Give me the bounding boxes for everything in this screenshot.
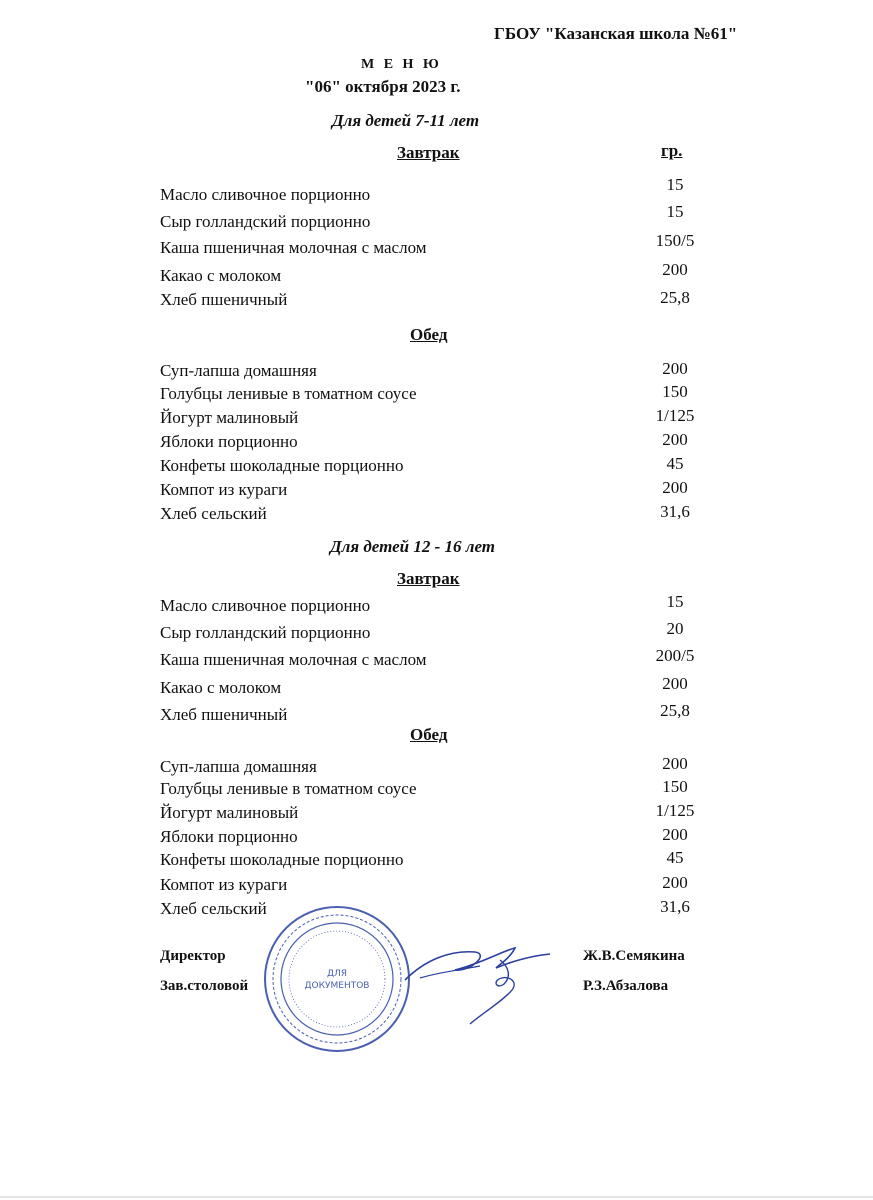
stamp-text-line1: ДЛЯ (326, 969, 348, 979)
stamp-text-line2: ДОКУМЕНТОВ (304, 981, 370, 991)
handwritten-signature-icon (400, 920, 560, 1030)
menu-date: "06" октября 2023 г. (305, 77, 461, 96)
menu-item-name: Голубцы ленивые в томатном соусе (160, 384, 417, 403)
grams-column-header: гр. (661, 141, 683, 160)
menu-item-name: Хлеб пшеничный (160, 290, 288, 309)
menu-item-grams: 200 (662, 825, 688, 844)
signature-role-director: Директор (160, 948, 226, 964)
menu-item-grams: 45 (666, 848, 684, 867)
signature-name-director: Ж.В.Семякина (583, 948, 685, 964)
menu-title: М Е Н Ю (361, 57, 442, 72)
menu-item-grams: 150 (662, 382, 688, 401)
menu-item-name: Масло сливочное порционно (160, 596, 371, 615)
menu-item-name: Масло сливочное порционно (160, 185, 371, 204)
menu-item-name: Яблоки порционно (160, 827, 298, 846)
menu-item-name: Хлеб пшеничный (160, 705, 288, 724)
menu-item-name: Яблоки порционно (160, 432, 298, 451)
menu-item-grams: 150 (662, 777, 688, 796)
round-stamp-icon (262, 904, 412, 1054)
menu-item-name: Какао с молоком (160, 678, 282, 697)
menu-item-name: Какао с молоком (160, 266, 282, 285)
menu-item-grams: 200 (662, 873, 688, 892)
menu-item-name: Конфеты шоколадные порционно (160, 456, 404, 475)
menu-item-grams: 31,6 (660, 502, 690, 521)
organization-name: ГБОУ "Казанская школа №61" (494, 24, 738, 43)
scan-edge-line (0, 1196, 873, 1198)
menu-item-name: Сыр голландский порционно (160, 212, 371, 231)
menu-item-name: Каша пшеничная молочная с маслом (160, 650, 427, 669)
menu-item-grams: 15 (666, 592, 684, 611)
menu-item-grams: 20 (666, 619, 684, 638)
menu-item-name: Хлеб сельский (160, 899, 267, 918)
menu-item-grams: 45 (666, 454, 684, 473)
age-group-title: Для детей 7-11 лет (332, 111, 480, 130)
signature-name-canteen-head: Р.З.Абзалова (583, 978, 669, 994)
menu-item-grams: 150/5 (655, 231, 695, 250)
menu-item-grams: 200/5 (655, 646, 695, 665)
age-group-title: Для детей 12 - 16 лет (330, 537, 496, 556)
menu-item-name: Йогурт малиновый (160, 408, 299, 427)
menu-item-name: Сыр голландский порционно (160, 623, 371, 642)
menu-item-name: Компот из кураги (160, 875, 288, 894)
menu-item-grams: 25,8 (660, 701, 690, 720)
menu-item-name: Компот из кураги (160, 480, 288, 499)
menu-item-grams: 15 (666, 202, 684, 221)
menu-item-grams: 200 (662, 260, 688, 279)
menu-item-grams: 1/125 (655, 801, 695, 820)
menu-item-grams: 200 (662, 754, 688, 773)
menu-item-grams: 200 (662, 359, 688, 378)
section-title-lunch: Обед (410, 325, 448, 344)
menu-item-name: Суп-лапша домашняя (160, 361, 317, 380)
menu-item-grams: 1/125 (655, 406, 695, 425)
section-title-breakfast: Завтрак (397, 569, 460, 588)
menu-item-grams: 200 (662, 430, 688, 449)
menu-item-name: Хлеб сельский (160, 504, 267, 523)
signature-role-canteen-head: Зав.столовой (160, 978, 249, 994)
menu-item-name: Йогурт малиновый (160, 803, 299, 822)
menu-item-name: Суп-лапша домашняя (160, 757, 317, 776)
menu-item-name: Каша пшеничная молочная с маслом (160, 238, 427, 257)
menu-item-grams: 15 (666, 175, 684, 194)
menu-item-grams: 200 (662, 478, 688, 497)
menu-item-grams: 200 (662, 674, 688, 693)
menu-item-grams: 25,8 (660, 288, 690, 307)
menu-item-name: Голубцы ленивые в томатном соусе (160, 779, 417, 798)
menu-item-grams: 31,6 (660, 897, 690, 916)
menu-item-name: Конфеты шоколадные порционно (160, 850, 404, 869)
section-title-breakfast: Завтрак (397, 143, 460, 162)
section-title-lunch: Обед (410, 725, 448, 744)
